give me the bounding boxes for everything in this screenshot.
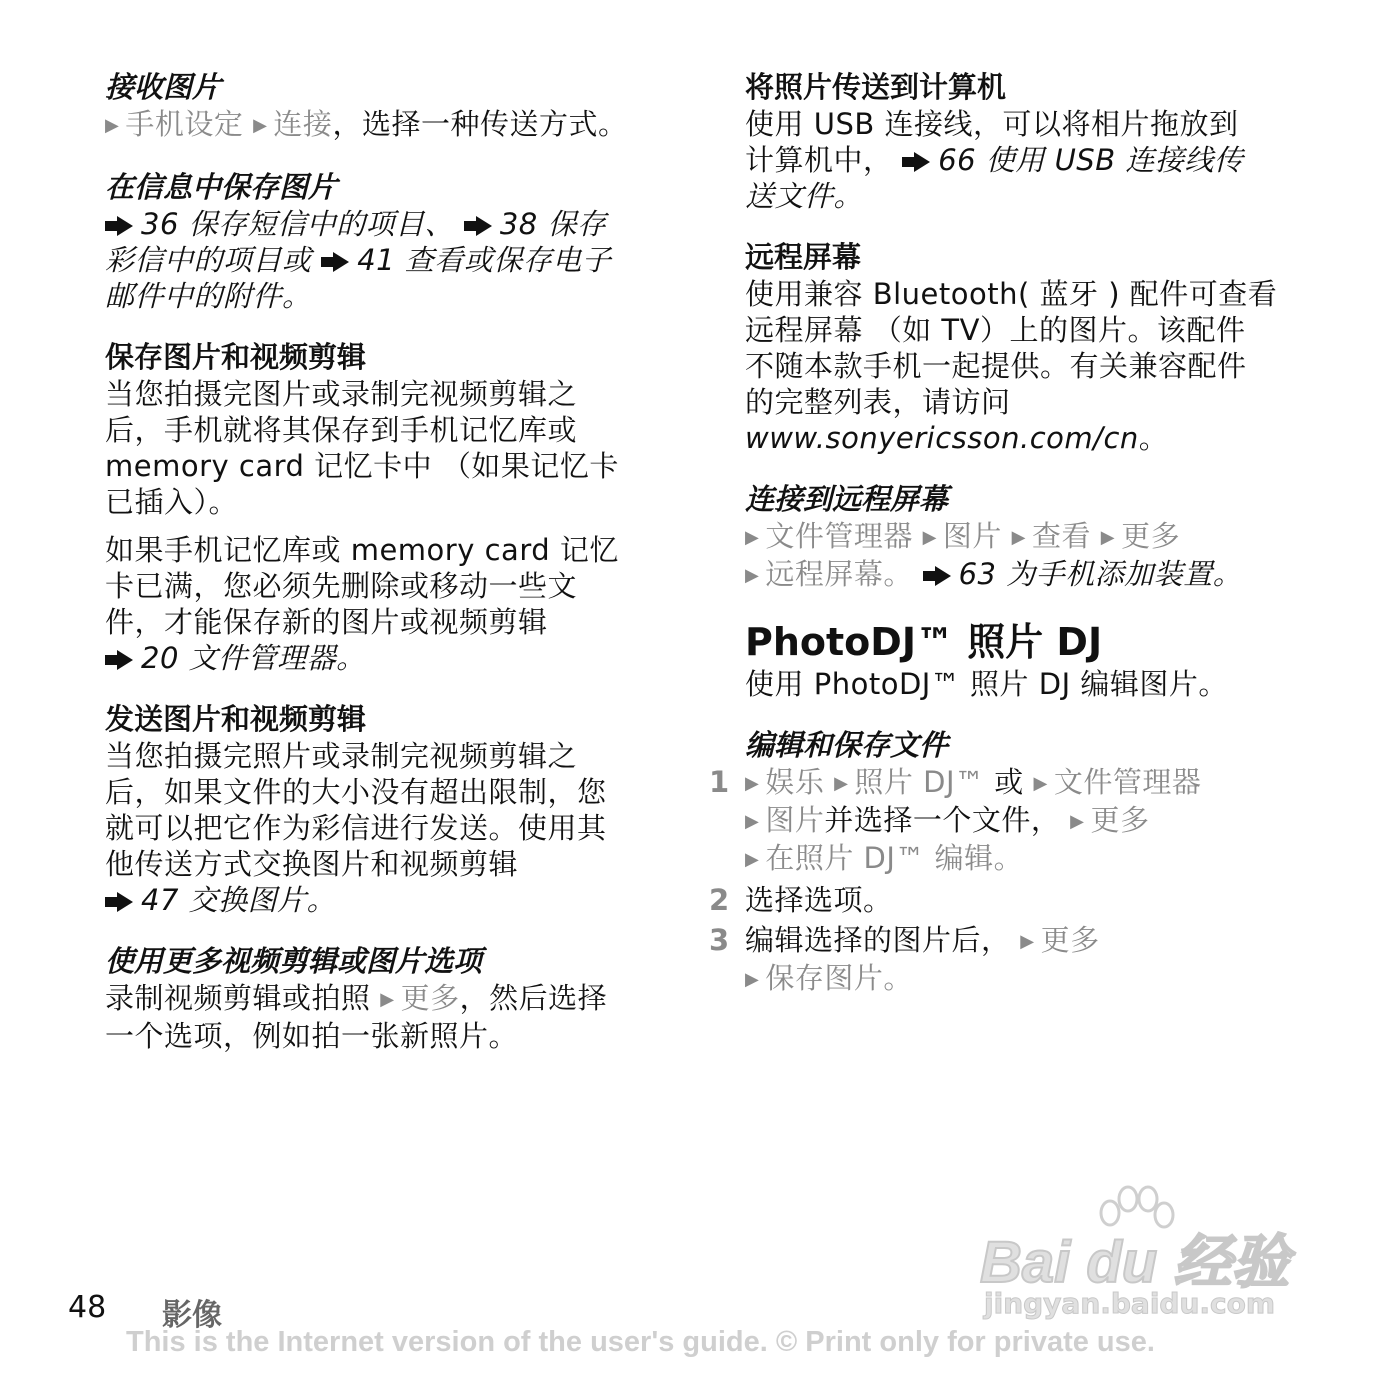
remote-path-1 bbox=[745, 518, 1305, 556]
text: 选择选项。 bbox=[745, 883, 893, 917]
para-line: memory card 记忆卡中 （如果记忆卡 bbox=[105, 449, 619, 483]
ref-66[interactable]: 66 使用 USB 连接线传 bbox=[938, 143, 1244, 177]
para-line: 当您拍摄完图片或录制完视频剪辑之 bbox=[105, 377, 578, 411]
para-line: 件，才能保存新的图片或视频剪辑 bbox=[105, 605, 548, 639]
step-3-line-1 bbox=[709, 922, 1305, 960]
para-line: 当您拍摄完照片或录制完视频剪辑之 bbox=[105, 739, 578, 773]
triangle-right-icon: ▶ bbox=[1070, 811, 1085, 832]
para-line: 如果手机记忆库或 memory card 记忆 bbox=[105, 533, 619, 567]
text: 或 bbox=[984, 765, 1034, 799]
section-title-photodj: PhotoDJ™ 照片 DJ bbox=[745, 620, 1103, 664]
heading-send-pictures-video: 发送图片和视频剪辑 bbox=[105, 702, 367, 736]
text: 计算机中， bbox=[745, 143, 893, 177]
watermark-url: jingyan.baidu.com bbox=[984, 1287, 1276, 1320]
watermark-brand: Bai du 经验 bbox=[980, 1230, 1290, 1295]
nav-more[interactable]: 更多 bbox=[1121, 519, 1181, 553]
arrow-right-icon bbox=[105, 216, 133, 236]
ref-line-1 bbox=[105, 206, 665, 242]
ref-41[interactable]: 41 查看或保存电子 bbox=[357, 243, 612, 277]
triangle-right-icon: ▶ bbox=[1033, 773, 1048, 794]
ref-66-cont: 送文件。 bbox=[745, 179, 864, 213]
arrow-right-icon bbox=[105, 650, 133, 670]
heading-connect-remote-screen: 连接到远程屏幕 bbox=[745, 482, 949, 516]
para-line: 已插入）。 bbox=[105, 485, 239, 519]
ref-line bbox=[745, 142, 1305, 178]
nav-connect[interactable]: 连接 bbox=[273, 107, 333, 141]
text: 。 bbox=[1138, 421, 1169, 455]
arrow-right-icon bbox=[321, 252, 349, 272]
step-3-line-2 bbox=[745, 960, 1305, 998]
ref-36[interactable]: 36 保存短信中的项目、 bbox=[141, 207, 455, 241]
footer-note: This is the Internet version of the user's guide. © Print only for private use. bbox=[126, 1326, 1155, 1358]
para-line: 后，如果文件的大小没有超出限制，您 bbox=[105, 775, 607, 809]
text: 编辑选择的图片后， bbox=[745, 923, 1011, 957]
text: ，然后选择 bbox=[459, 981, 608, 1015]
step-1-line-3 bbox=[745, 840, 1305, 878]
nav-entertainment[interactable]: 娱乐 bbox=[765, 765, 825, 799]
para-line: 他传送方式交换图片和视频剪辑 bbox=[105, 847, 519, 881]
nav-phone-settings[interactable]: 手机设定 bbox=[125, 107, 244, 141]
nav-more[interactable]: 更多 bbox=[400, 981, 460, 1015]
triangle-right-icon: ▶ bbox=[745, 849, 760, 870]
triangle-right-icon: ▶ bbox=[380, 989, 395, 1010]
nav-more[interactable]: 更多 bbox=[1040, 923, 1100, 957]
triangle-right-icon: ▶ bbox=[1020, 931, 1035, 952]
more-options-line-1 bbox=[105, 980, 665, 1018]
ref-20[interactable]: 20 文件管理器。 bbox=[141, 641, 366, 675]
nav-pictures[interactable]: 图片 bbox=[765, 803, 825, 837]
para-line: 的完整列表，请访问 bbox=[745, 385, 1011, 419]
triangle-right-icon: ▶ bbox=[745, 773, 760, 794]
arrow-right-icon bbox=[923, 566, 951, 586]
triangle-right-icon: ▶ bbox=[745, 527, 760, 548]
heading-more-options: 使用更多视频剪辑或图片选项 bbox=[105, 944, 483, 978]
para-line: 远程屏幕 （如 TV）上的图片。该配件 bbox=[745, 313, 1246, 347]
nav-photodj[interactable]: 照片 DJ™ bbox=[854, 765, 985, 799]
step-1-line-1 bbox=[709, 764, 1305, 802]
remote-path-2 bbox=[745, 556, 1305, 594]
triangle-right-icon: ▶ bbox=[922, 527, 937, 548]
receive-pictures-path bbox=[105, 106, 665, 144]
text: 。 bbox=[993, 841, 1024, 875]
section-name: 影像 bbox=[162, 1298, 222, 1333]
triangle-right-icon: ▶ bbox=[1100, 527, 1116, 548]
arrow-right-icon bbox=[902, 152, 930, 172]
nav-file-manager[interactable]: 文件管理器 bbox=[765, 519, 913, 553]
para-line: 就可以把它作为彩信进行发送。使用其 bbox=[105, 811, 607, 845]
nav-pictures[interactable]: 图片 bbox=[942, 519, 1002, 553]
nav-save-picture[interactable]: 保存图片 bbox=[765, 961, 884, 995]
nav-edit-in-photodj[interactable]: 在照片 DJ™ 编辑 bbox=[765, 841, 994, 875]
heading-receive-pictures: 接收图片 bbox=[105, 70, 222, 104]
photodj-desc: 使用 PhotoDJ™ 照片 DJ 编辑图片。 bbox=[745, 667, 1228, 701]
step-number: 3 bbox=[709, 923, 730, 957]
ref-line bbox=[105, 640, 665, 676]
arrow-right-icon bbox=[105, 892, 133, 912]
text: 。 bbox=[883, 961, 913, 995]
url-line bbox=[745, 420, 1305, 456]
ref-38[interactable]: 38 保存 bbox=[499, 207, 607, 241]
page-number: 48 bbox=[68, 1290, 107, 1325]
nav-remote-screen[interactable]: 远程屏幕 bbox=[765, 557, 884, 591]
ref-63[interactable]: 63 为手机添加装置。 bbox=[958, 557, 1243, 591]
triangle-right-icon: ▶ bbox=[745, 811, 760, 832]
ref-38-cont: 彩信中的项目或 bbox=[105, 243, 312, 277]
ref-47[interactable]: 47 交换图片。 bbox=[141, 883, 337, 917]
ref-line bbox=[105, 882, 665, 918]
ref-line-2 bbox=[105, 242, 665, 278]
para-line: 使用兼容 Bluetooth( 蓝牙 ) 配件可查看 bbox=[745, 277, 1278, 311]
ref-line-3: 邮件中的附件。 bbox=[105, 279, 312, 313]
text: 并选择一个文件， bbox=[824, 803, 1061, 837]
para-line: 使用 USB 连接线，可以将相片拖放到 bbox=[745, 107, 1239, 141]
step-2 bbox=[709, 882, 1305, 918]
heading-transfer-to-computer: 将照片传送到计算机 bbox=[745, 70, 1007, 104]
step-1-line-2 bbox=[745, 802, 1305, 840]
nav-view[interactable]: 查看 bbox=[1032, 519, 1092, 553]
heading-save-pictures-video: 保存图片和视频剪辑 bbox=[105, 340, 367, 374]
more-options-line-2: 一个选项，例如拍一张新照片。 bbox=[105, 1019, 519, 1053]
text: 录制视频剪辑或拍照 bbox=[105, 981, 371, 1015]
heading-save-in-message: 在信息中保存图片 bbox=[105, 170, 338, 204]
baidu-watermark bbox=[980, 1185, 1300, 1335]
triangle-right-icon: ▶ bbox=[105, 115, 120, 136]
website-link[interactable]: www.sonyericsson.com/cn bbox=[745, 421, 1139, 455]
triangle-right-icon: ▶ bbox=[834, 773, 849, 794]
nav-file-manager[interactable]: 文件管理器 bbox=[1053, 765, 1202, 799]
nav-more[interactable]: 更多 bbox=[1090, 803, 1150, 837]
text: 。 bbox=[883, 557, 913, 591]
heading-remote-screen: 远程屏幕 bbox=[745, 240, 862, 274]
triangle-right-icon: ▶ bbox=[253, 115, 268, 136]
triangle-right-icon: ▶ bbox=[745, 969, 760, 990]
triangle-right-icon: ▶ bbox=[745, 565, 760, 586]
para-line: 卡已满，您必须先删除或移动一些文 bbox=[105, 569, 578, 603]
para-line: 不随本款手机一起提供。有关兼容配件 bbox=[745, 349, 1247, 383]
path-rest: ，选择一种传送方式。 bbox=[332, 107, 628, 141]
step-number: 1 bbox=[709, 765, 730, 799]
para-line: 后，手机就将其保存到手机记忆库或 bbox=[105, 413, 578, 447]
right-column bbox=[709, 68, 1305, 998]
left-column bbox=[105, 68, 665, 1054]
triangle-right-icon: ▶ bbox=[1011, 527, 1026, 548]
step-number: 2 bbox=[709, 883, 730, 917]
arrow-right-icon bbox=[464, 216, 492, 236]
heading-edit-save-files: 编辑和保存文件 bbox=[745, 728, 949, 762]
